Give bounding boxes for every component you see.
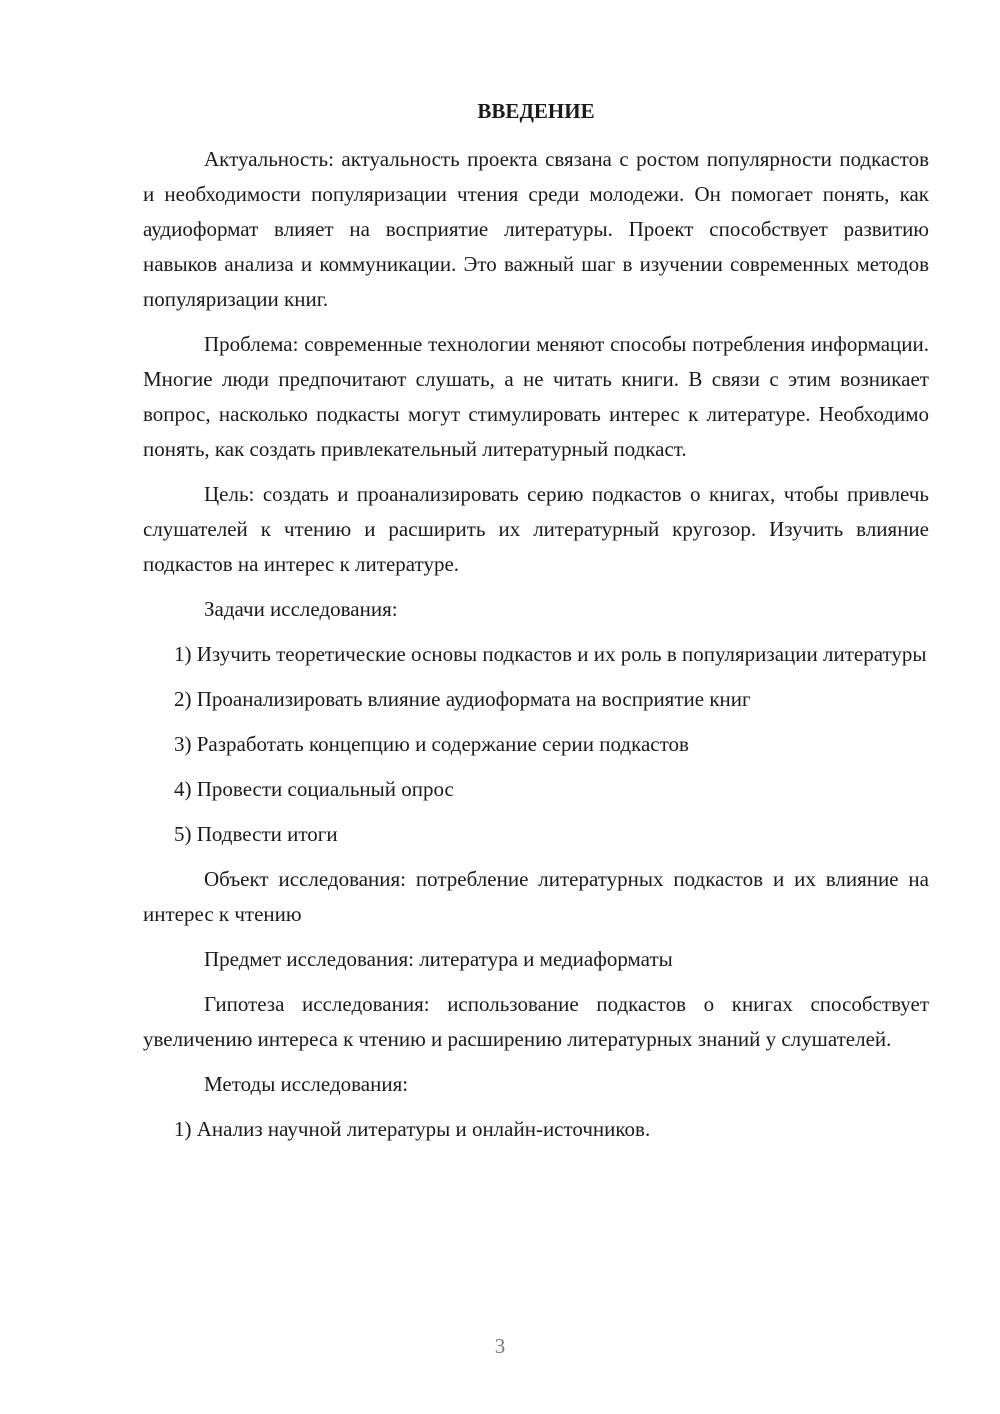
methods-heading: Методы исследования:	[204, 1072, 409, 1096]
hypothesis-paragraph: Гипотеза исследования: использование подкастов о книгах способствует увеличению интереса к чтению и расширению литературных знаний у слушателей.	[143, 992, 929, 1051]
list-item: 2) Проанализировать влияние аудиоформата на восприятие книг	[174, 687, 751, 711]
list-item: 3) Разработать концепцию и содержание серии подкастов	[174, 732, 689, 756]
section-title: ВВЕДЕНИЕ	[477, 99, 595, 123]
list-item: 4) Провести социальный опрос	[174, 777, 454, 801]
relevance-paragraph: Актуальность: актуальность проекта связана с ростом популярности подкастов и необходимости популяризации чтения среди молодежи. Он помогает понять, как аудиоформат влияет на восприятие литературы. Проект способствует развитию навыков анализа и коммуникации. Это важный шаг в изучении современных методов популяризации книг.	[143, 147, 929, 311]
problem-paragraph: Проблема: современные технологии меняют способы потребления информации. Многие люди предпочитают слушать, а не читать книги. В связи с этим возникает вопрос, насколько подкасты могут стимулировать интерес к литературе. Необходимо понять, как создать привлекательный литературный подкаст.	[143, 332, 929, 461]
methods-list	[143, 1112, 929, 1147]
object-paragraph: Объект исследования: потребление литературных подкастов и их влияние на интерес к чтению	[143, 867, 929, 926]
document-page	[143, 96, 929, 1157]
page-number: 3	[494, 1334, 506, 1358]
tasks-heading: Задачи исследования:	[204, 597, 398, 621]
list-item: 1) Изучить теоретические основы подкастов и их роль в популяризации литературы	[174, 642, 927, 666]
goal-paragraph: Цель: создать и проанализировать серию подкастов о книгах, чтобы привлечь слушателей к чтению и расширить их литературный кругозор. Изучить влияние подкастов на интерес к литературе.	[143, 482, 929, 576]
subject-paragraph: Предмет исследования: литература и медиаформаты	[204, 947, 673, 971]
tasks-list	[143, 637, 929, 852]
list-item: 1) Анализ научной литературы и онлайн-источников.	[174, 1117, 651, 1141]
list-item: 5) Подвести итоги	[174, 822, 338, 846]
